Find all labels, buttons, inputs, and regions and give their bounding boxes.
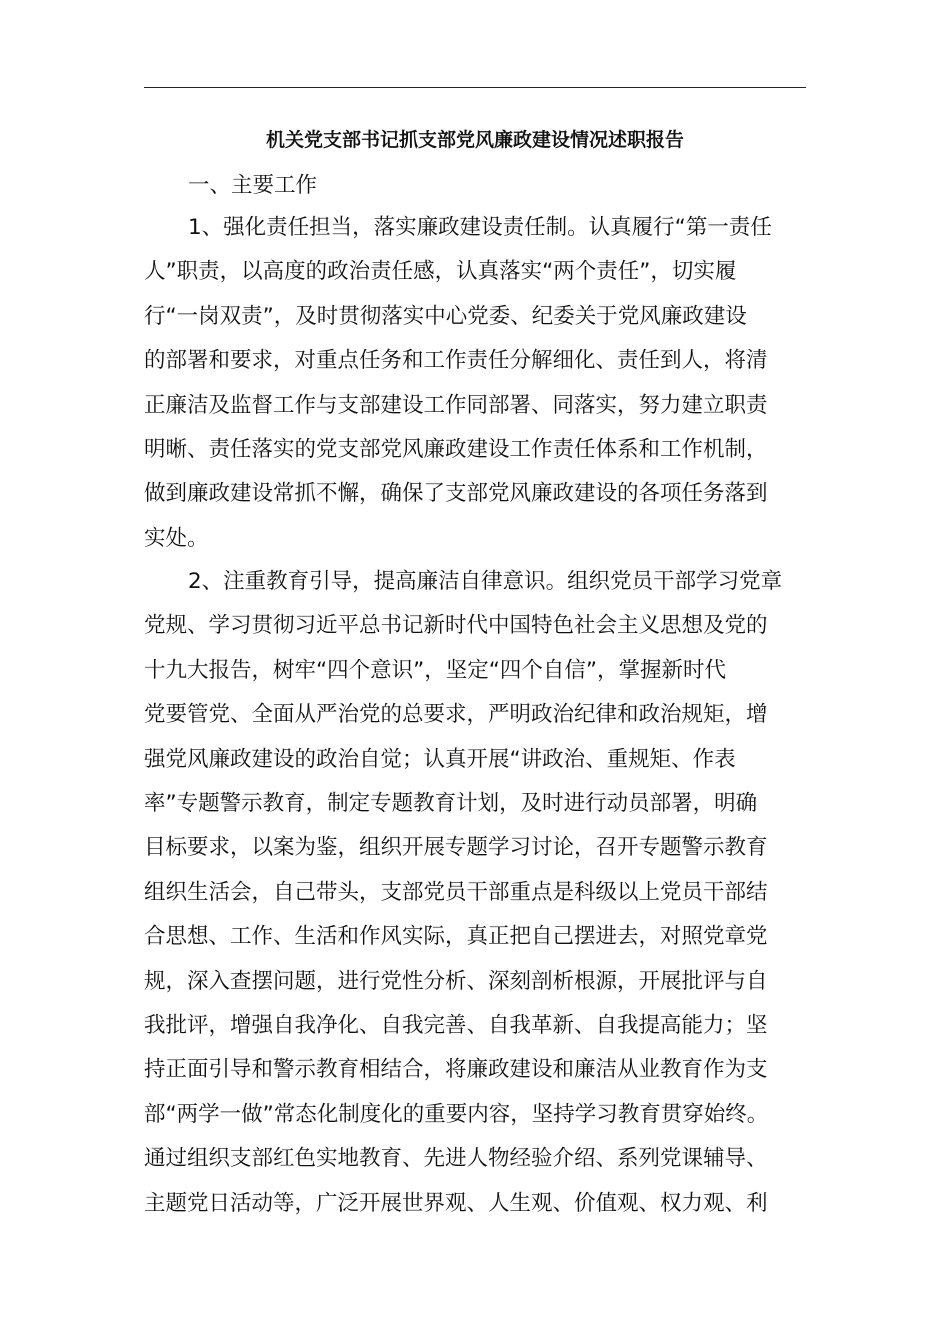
paragraph-line: 党要管党、全面从严治党的总要求，严明政治纪律和政治规矩，增 [144,702,768,728]
paragraph-line: 2、注重教育引导，提高廉洁自律意识。组织党员干部学习党章 [188,569,783,594]
paragraph-line: 党规、学习贯彻习近平总书记新时代中国特色社会主义思想及党的 [144,613,768,639]
paragraph-line: 正廉洁及监督工作与支部建设工作同部署、同落实，努力建立职责 [144,392,768,418]
paragraph-line: 部“两学一做”常态化制度化的重要内容，坚持学习教育贯穿始终。 [144,1101,769,1127]
paragraph-line: 规，深入查摆问题，进行党性分析、深刻剖析根源，开展批评与自 [144,968,768,994]
paragraph-line: 做到廉政建设常抓不懈，确保了支部党风廉政建设的各项任务落到 [144,481,768,507]
paragraph-line: 通过组织支部红色实地教育、先进人物经验介绍、系列党课辅导、 [144,1146,768,1172]
paragraph-line: 主题党日活动等，广泛开展世界观、人生观、价值观、权力观、利 [144,1190,768,1216]
paragraph-line: 我批评，增强自我净化、自我完善、自我革新、自我提高能力；坚 [144,1013,768,1039]
paragraph-line: 的部署和要求，对重点任务和工作责任分解细化、责任到人，将清 [144,348,768,374]
paragraph-2 [144,560,806,1226]
document-title: 机关党支部书记抓支部党风廉政建设情况述职报告 [265,129,684,151]
section-heading: 一、主要工作 [188,173,318,198]
paragraph-1 [144,206,806,561]
paragraph-line: 合思想、工作、生活和作风实际，真正把自己摆进去，对照党章党 [144,924,768,950]
paragraph-line: 组织生活会，自己带头，支部党员干部重点是科级以上党员干部结 [144,879,768,905]
header-rule [144,87,806,88]
paragraph-line: 明晰、责任落实的党支部党风廉政建设工作责任体系和工作机制， [144,437,768,463]
paragraph-line: 人”职责，以高度的政治责任感，认真落实“两个责任”，切实履 [144,259,737,285]
paragraph-line: 行“一岗双责”，及时贯彻落实中心党委、纪委关于党风廉政建设 [144,303,747,329]
paragraph-line: 1、强化责任担当，落实廉政建设责任制。认真履行“第一责任 [188,215,772,240]
paragraph-line: 实处。 [144,525,209,551]
paragraph-line: 目标要求，以案为鉴，组织开展专题学习讨论，召开专题警示教育 [144,835,768,861]
paragraph-line: 十九大报告，树牢“四个意识”，坚定“四个自信”，掌握新时代 [144,657,727,683]
paragraph-line: 率”专题警示教育，制定专题教育计划，及时进行动员部署，明确 [144,791,758,817]
paragraph-line: 强党风廉政建设的政治自觉；认真开展“讲政治、重规矩、作表 [144,746,736,772]
paragraph-line: 持正面引导和警示教育相结合，将廉政建设和廉洁从业教育作为支 [144,1057,768,1083]
